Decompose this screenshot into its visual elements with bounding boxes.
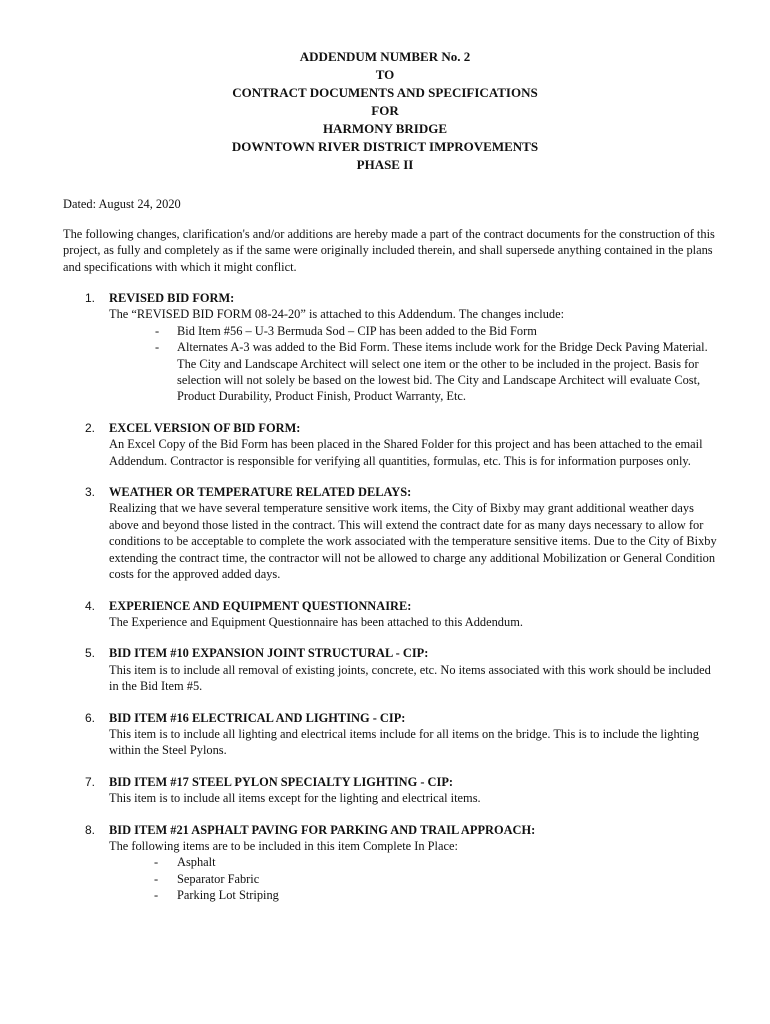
title-line: FOR (371, 103, 399, 118)
item-heading: REVISED BID FORM: (109, 291, 235, 305)
item-number: 4. (85, 598, 96, 613)
addendum-item-7 (63, 774, 723, 807)
item-text: The Experience and Equipment Questionnaire has been attached to this Addendum. (109, 614, 523, 629)
item-heading: EXCEL VERSION OF BID FORM: (109, 420, 301, 435)
bullet-dash: - (155, 340, 160, 355)
item-number: 3. (85, 485, 96, 500)
title-line: CONTRACT DOCUMENTS AND SPECIFICATIONS (232, 85, 538, 100)
addendum-item-4 (63, 598, 723, 631)
sub-bullet (109, 854, 723, 870)
title-line: DOWNTOWN RIVER DISTRICT IMPROVEMENTS (231, 139, 539, 154)
addendum-item-2 (63, 420, 723, 469)
item-heading: EXPERIENCE AND EQUIPMENT QUESTIONNAIRE: (109, 598, 412, 613)
addendum-item-3 (63, 484, 723, 582)
title-line: ADDENDUM NUMBER No. 2 (299, 49, 471, 64)
item-number: 7. (85, 774, 96, 789)
sub-bullet (109, 339, 723, 405)
sub-bullet (109, 887, 723, 903)
title-line: TO (375, 67, 395, 82)
item-number: 8. (85, 822, 96, 837)
bullet-dash: - (155, 323, 160, 338)
title-line: HARMONY BRIDGE (322, 121, 448, 136)
item-heading: BID ITEM #16 ELECTRICAL AND LIGHTING - CIP: (109, 710, 406, 725)
dated-line: Dated: August 24, 2020 (63, 197, 181, 211)
sub-bullet-text: Separator Fabric (177, 871, 260, 886)
item-text: This item is to include all removal of existing joints, concrete, etc. No items associated with this work should be included in the Bid Item #5. (109, 662, 711, 694)
sub-bullet (109, 871, 723, 887)
addendum-item-8 (63, 822, 723, 904)
item-text: Realizing that we have several temperature sensitive work items, the City of Bixby may grant additional weather days above and beyond those listed in the contract. This will extend the contract date for as many days necessary to allow for conditions to be acceptable to complete the work associated with the temperature sensitive items. Due to the City of Bixby extending the contract time, the contractor will not be allowed to charge any additional Mobilization or General Condition costs for the approved added days. (109, 501, 717, 582)
sub-bullet (109, 323, 723, 339)
item-heading: WEATHER OR TEMPERATURE RELATED DELAYS: (109, 485, 412, 500)
bullet-dash: - (154, 888, 159, 903)
addendum-items (63, 290, 723, 919)
intro-paragraph: The following changes, clarification's and/or additions are hereby made a part of the contract documents for the construction of this project, as fully and completely as if the same were originally included therein, and shall supersede anything contained in the plans and specifications with which it might conflict. (63, 227, 715, 274)
sub-bullet-text: Parking Lot Striping (177, 888, 279, 903)
bullet-dash: - (154, 871, 159, 886)
addendum-item-5 (63, 645, 723, 694)
item-heading: BID ITEM #21 ASPHALT PAVING FOR PARKING AND TRAIL APPROACH: (109, 822, 536, 837)
item-number: 5. (85, 646, 96, 661)
bullet-dash: - (154, 855, 159, 870)
addendum-item-6 (63, 710, 723, 759)
item-heading: BID ITEM #17 STEEL PYLON SPECIALTY LIGHTING - CIP: (109, 774, 454, 789)
title-line: PHASE II (356, 157, 414, 172)
item-number: 6. (85, 710, 96, 725)
item-text: This item is to include all items except for the lighting and electrical items. (109, 791, 481, 806)
item-text: An Excel Copy of the Bid Form has been placed in the Shared Folder for this project and has been attached to the email Addendum. Contractor is responsible for verifying all quantities, formulas, etc. This is for information purposes only. (109, 437, 703, 468)
item-heading: BID ITEM #10 EXPANSION JOINT STRUCTURAL - CIP: (109, 646, 429, 661)
addendum-item-1 (63, 290, 723, 405)
item-text: The “REVISED BID FORM 08-24-20” is attached to this Addendum. The changes include: (109, 307, 565, 322)
item-text: The following items are to be included in this item Complete In Place: (109, 838, 458, 853)
document-title (0, 48, 770, 174)
sub-bullet-text: Bid Item #56 – U-3 Bermuda Sod – CIP has been added to the Bid Form (177, 323, 537, 338)
item-text: This item is to include all lighting and electrical items include for all items on the bridge. This is to include the lighting within the Steel Pylons. (109, 726, 699, 758)
item-number: 1. (85, 291, 96, 305)
sub-bullet-text: Asphalt (177, 855, 216, 870)
item-number: 2. (85, 420, 96, 435)
sub-bullet-text: Alternates A-3 was added to the Bid Form. These items include work for the Bridge Deck Paving Material. The City and Landscape Architect will select one item or the other to be included in the project. Basis for selection will not solely be based on the lowest bid. The City and Landscape Architect will evaluate Cost, Product Durability, Product Finish, Product Warranty, Etc. (177, 340, 708, 404)
